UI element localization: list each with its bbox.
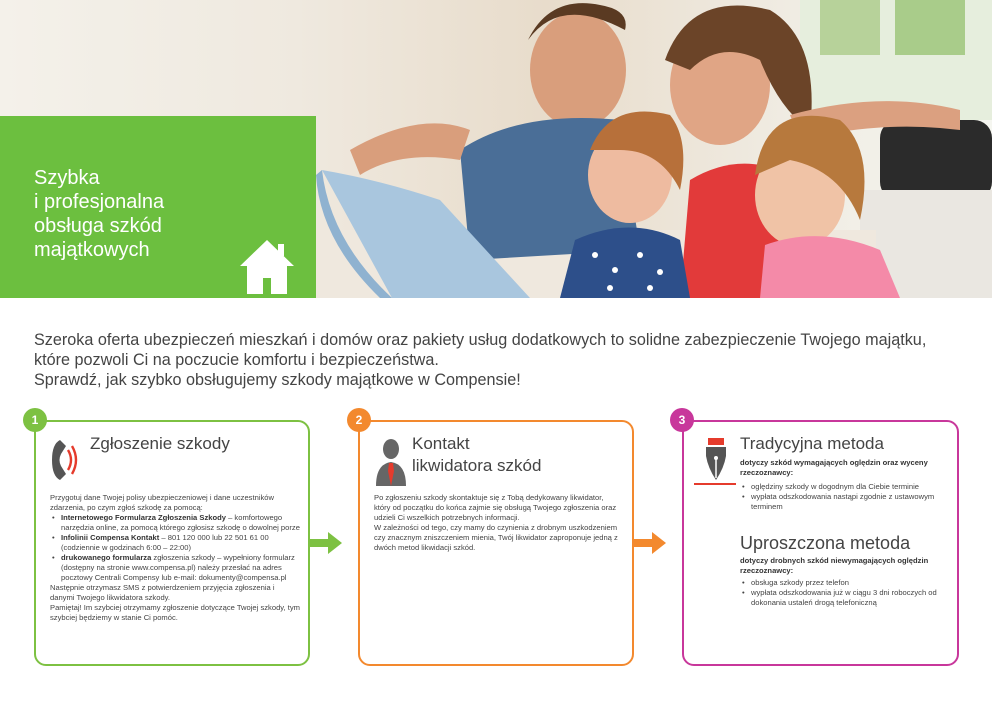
step-1-badge: 1	[23, 408, 47, 432]
person-icon	[374, 438, 408, 486]
step-1-intro: Przygotuj dane Twojej polisy ubezpieczeniowej i dane uczestników zdarzenia, po czym zgłoś szkodę za pomocą:	[50, 493, 275, 512]
traditional-method-title: Tradycyjna metoda	[740, 434, 884, 453]
house-icon	[236, 236, 298, 298]
list-item: • obsługa szkody przez telefon	[740, 578, 950, 588]
list-item: • drukowanego formularza zgłoszenia szkody – wypełniony formularz (dostępny na stronie www.compensa.pl) należy przesłać na adres pocztowy Centrali Compensy lub e-mail: dokumenty@compensa.pl	[50, 553, 300, 583]
simplified-method-list	[740, 578, 950, 608]
step-1-outro: Następnie otrzymasz SMS z potwierdzeniem przyjęcia zgłoszenia i danymi Twojego likwidatora szkody.	[50, 583, 275, 602]
step-2-body	[374, 493, 620, 553]
list-item: • oględziny szkody w dogodnym dla Ciebie terminie	[740, 482, 945, 492]
step-2-title: Kontakt likwidatora szkód	[412, 434, 542, 475]
fountain-pen-icon	[694, 436, 736, 488]
hero-title: Szybka i profesjonalna obsługa szkód majątkowych	[34, 167, 165, 261]
traditional-method-list	[740, 482, 945, 512]
step-2-paragraph-2: W zależności od tego, czy mamy do czynienia z drobnym uszkodzeniem czy znacznym zniszczeniem mienia, Twój likwidator zaproponuje jedną z dwóch metod likwidacji szkód.	[374, 523, 618, 552]
traditional-method-subtitle: dotyczy szkód wymagających oględzin oraz wyceny rzeczoznawcy:	[740, 458, 928, 477]
step-2-paragraph-1: Po zgłoszeniu szkody skontaktuje się z Tobą dedykowany likwidator, który od początku do końca zajmie się obsługą Twojego zgłoszenia oraz udzieli Ci wszelkich potrzebnych informacji.	[374, 493, 617, 522]
list-item: • Infolinii Compensa Kontakt – 801 120 000 lub 22 501 61 00 (codziennie w godzinach 6:00 – 22:00)	[50, 533, 300, 553]
list-item: • wypłata odszkodowania już w ciągu 3 dni roboczych od dokonania ustaleń drogą telefoniczną	[740, 588, 950, 608]
phone-icon	[50, 436, 84, 484]
list-item: • wypłata odszkodowania nastąpi zgodnie z ustawowym terminem	[740, 492, 945, 512]
list-item: • Internetowego Formularza Zgłoszenia Szkody – komfortowego narzędzia online, za pomocą którego zgłosisz szkodę o dowolnej porze	[50, 513, 300, 533]
step-1-options	[50, 513, 300, 583]
step-2-badge: 2	[347, 408, 371, 432]
arrow-right-icon	[310, 532, 342, 554]
step-1-title: Zgłoszenie szkody	[90, 434, 230, 453]
step-3-badge: 3	[670, 408, 694, 432]
hero-banner	[0, 0, 992, 298]
simplified-method-title: Uproszczona metoda	[740, 533, 911, 553]
step-1-body	[50, 493, 300, 623]
arrow-right-icon	[634, 532, 666, 554]
step-1-note: Pamiętaj! Im szybciej otrzymamy zgłoszenie dotyczące Twojej szkody, tym szybciej będziemy w stanie Ci pomóc.	[50, 603, 300, 622]
simplified-method-subtitle: dotyczy drobnych szkód niewymagających oględzin rzeczoznawcy:	[740, 556, 929, 575]
intro-text: Szeroka oferta ubezpieczeń mieszkań i domów oraz pakiety usług dodatkowych to solidne zabezpieczenie Twojego majątku, które pozwoli Ci na poczucie komfortu i bezpieczeństwa. Sprawdź, jak szybko obsługujemy szkody majątkowe w Compensie!	[34, 331, 927, 389]
